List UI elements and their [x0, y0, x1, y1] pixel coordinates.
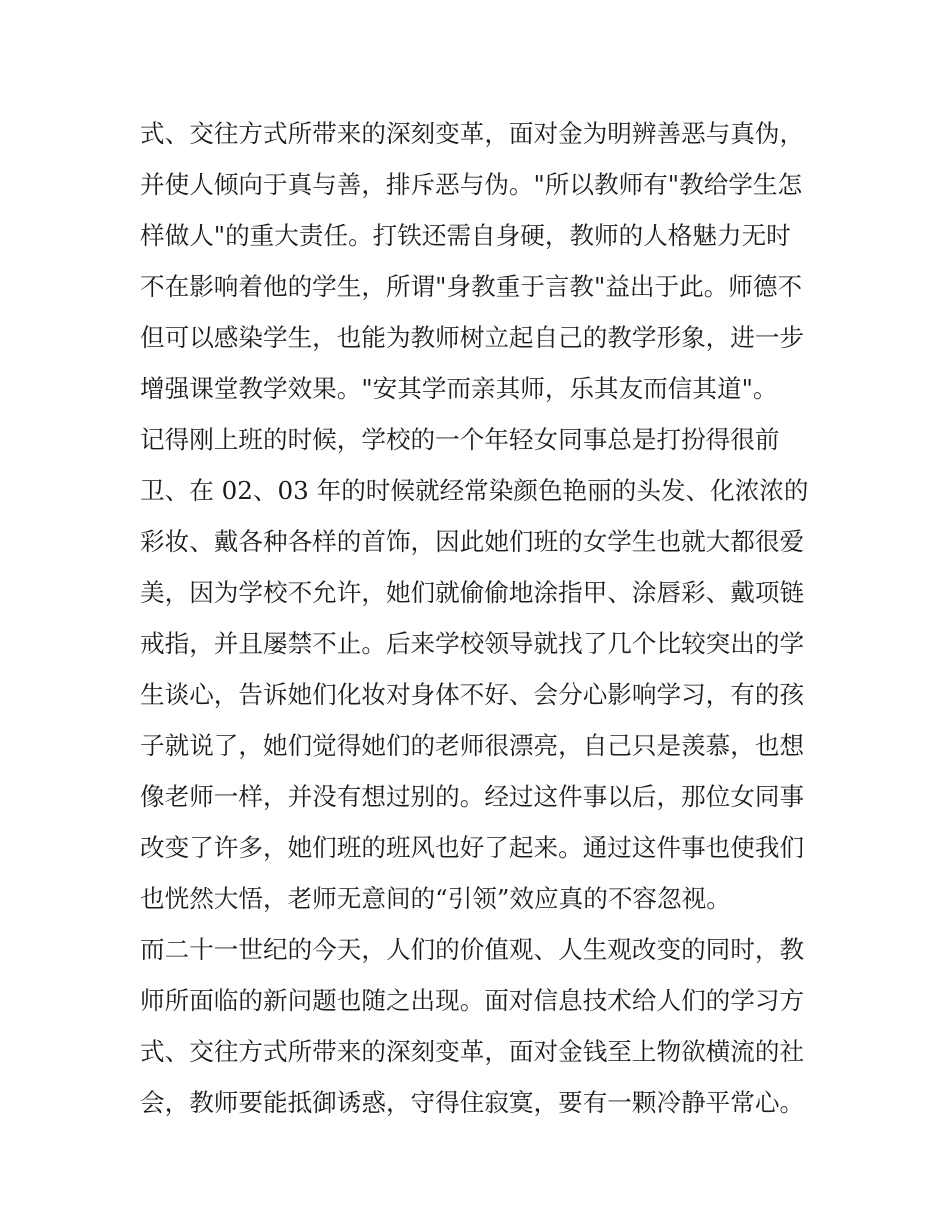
- text-line: 而二十一世纪的今天，人们的价值观、人生观改变的同时，教: [140, 935, 805, 964]
- text-line: 生谈心，告诉她们化妆对身体不好、会分心影响学习，有的孩: [140, 680, 805, 709]
- text-line: 记得刚上班的时候，学校的一个年轻女同事总是打扮得很前: [140, 425, 780, 454]
- text-line: 样做人"的重大责任。打铁还需自身硬，教师的人格魅力无时: [140, 221, 791, 250]
- text-line: 彩妆、戴各种各样的首饰，因此她们班的女学生也就大都很爱: [140, 527, 805, 556]
- text-line: 会，教师要能抵御诱惑，守得住寂寞，要有一颗冷静平常心。: [140, 1088, 805, 1117]
- text-line: 子就说了，她们觉得她们的老师很漂亮，自己只是羡慕，也想: [140, 731, 805, 760]
- text-line: 式、交往方式所带来的深刻变革，面对金为明辨善恶与真伪，: [140, 119, 805, 148]
- text-line: 也恍然大悟，老师无意间的“引领”效应真的不容忽视。: [140, 884, 731, 913]
- text-line: 并使人倾向于真与善，排斥恶与伪。"所以教师有"教给学生怎: [140, 170, 803, 199]
- document-body-text: [140, 108, 820, 1128]
- text-line: 美，因为学校不允许，她们就偷偷地涂指甲、涂唇彩、戴项链: [140, 578, 805, 607]
- text-line: 戒指，并且屡禁不止。后来学校领导就找了几个比较突出的学: [140, 629, 805, 658]
- text-line: 改变了许多，她们班的班风也好了起来。通过这件事也使我们: [140, 833, 805, 862]
- text-line: 增强课堂教学效果。"安其学而亲其师，乐其友而信其道"。: [140, 374, 778, 403]
- text-line: 但可以感染学生，也能为教师树立起自己的教学形象，进一步: [140, 323, 805, 352]
- text-line: 师所面临的新问题也随之出现。面对信息技术给人们的学习方: [140, 986, 805, 1015]
- text-line: 不在影响着他的学生，所谓"身教重于言教"益出于此。师德不: [140, 272, 803, 301]
- text-line: 像老师一样，并没有想过别的。经过这件事以后，那位女同事: [140, 782, 805, 811]
- text-line: 卫、在 02、03 年的时候就经常染颜色艳丽的头发、化浓浓的: [140, 476, 809, 505]
- text-line: 式、交往方式所带来的深刻变革，面对金钱至上物欲横流的社: [140, 1037, 805, 1066]
